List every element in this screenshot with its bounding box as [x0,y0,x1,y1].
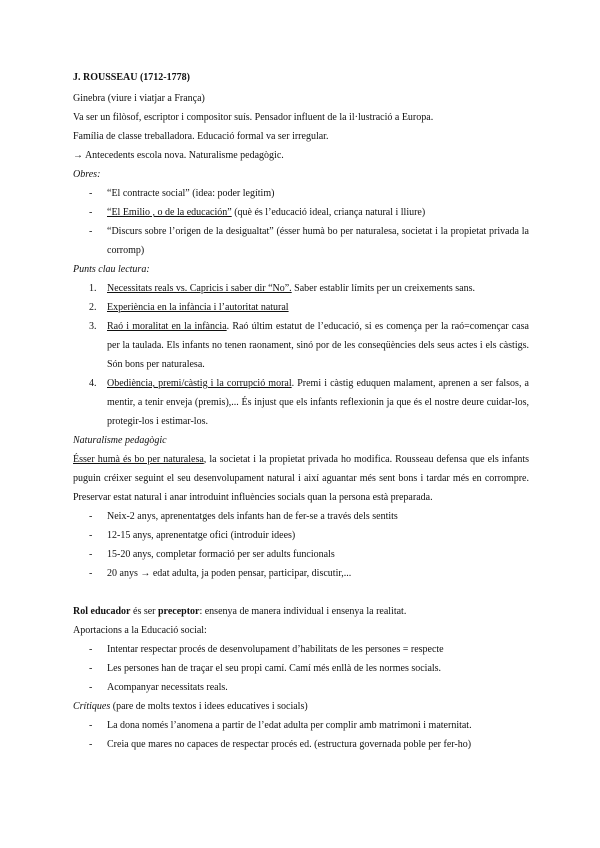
point-title: Experiència en la infància i l’autoritat natural [107,302,289,313]
list-item: 2. Experiència en la infància i l’autoritat natural [89,302,289,313]
punts-list [73,279,529,431]
list-item: - Acompanyar necessitats reals. [89,682,228,693]
list-item: - 12-15 anys, aprenentatge ofici (introduir idees) [89,530,296,541]
list-item: - “Discurs sobre l’origen de la desigualtat” (ésser humà bo per naturalesa, societat i la propietat privada la corromp) [89,226,529,256]
obres-list [73,184,529,260]
punts-heading: Punts clau lectura: [73,264,150,275]
critiques-heading: Crítiques (pare de molts textos i idees educatives i socials) [73,701,308,712]
list-item: 4. Obediència, premi/càstig i la corrupció moral. Premi i càstig eduquen malament, aprenen a ser falsos, a mentir, a tenir enveja (premis),... És injust que els infants reflexionin ja que és el nostre deure cuidar-los, protegir-los i estimar-los. [89,378,529,427]
point-title: Necessitats reals vs. Capricis i saber dir “No”. [107,283,292,294]
document-page [73,68,529,754]
aportacions-heading: Aportacions a la Educació social: [73,625,207,636]
list-item: 3. Raó i moralitat en la infància. Raó últim estatut de l’educació, si es comença per la raó=començar casa per la taulada. Els infants no tenen raonament, sinó por de les conseqüències dels seus actes i els càstigs. Són bons per naturalesa. [89,321,529,370]
work-title: “El Emilio , o de la educación” [107,207,232,218]
spacer [73,583,529,602]
list-item: - Les persones han de traçar el seu propi camí. Camí més enllà de les normes socials. [89,663,442,674]
intro-line-3: Família de classe treballadora. Educació formal va ser irregular. [73,131,329,142]
stages-list [73,507,529,583]
point-title: Obediència, premi/càstig i la corrupció moral [107,378,292,389]
list-item: - La dona només l’anomena a partir de l’edat adulta per complir amb matrimoni i maternitat. [89,720,472,731]
list-item: - 15-20 anys, completar formació per ser adults funcionals [89,549,335,560]
intro-line-2: Va ser un filòsof, escriptor i compositor suís. Pensador influent de la il·lustració a Europa. [73,112,434,123]
critiques-list [73,716,529,754]
intro-line-4: → Antecedents escola nova. Naturalisme pedagògic. [73,150,284,161]
naturalisme-heading: Naturalisme pedagògic [73,435,167,446]
rol-educador-line: Rol educador és ser preceptor: ensenya de manera individual i ensenya la realitat. [73,606,407,617]
list-item: - Creia que mares no capaces de respectar procés ed. (estructura governada poble per fer-ho) [89,739,472,750]
intro-line-1: Ginebra (viure i viatjar a França) [73,93,205,104]
point-title: Raó i moralitat en la infància [107,321,227,332]
list-item: - Neix-2 anys, aprenentatges dels infants han de fer-se a través dels sentits [89,511,398,522]
work-title: “El contracte social” [107,188,190,199]
list-item: - Intentar respectar procés de desenvolupament d’habilitats de les persones = respecte [89,644,444,655]
obres-heading: Obres: [73,169,101,180]
aportacions-list [73,640,529,697]
list-item: - “El contracte social” (idea: poder legítim) [89,188,275,199]
work-title: “Discurs sobre l’origen de la desigualtat” [107,226,274,237]
list-item: - “El Emilio , o de la educación” (què és l’educació ideal, criança natural i lliure) [89,207,426,218]
naturalisme-paragraph: Ésser humà és bo per naturalesa, la societat i la propietat privada ho modifica. Rousseau defensa que els infants puguin créixer seguint el seu desenvolupament natural i així aguantar més sent bons i tardar més en corrompre. Preservar estat natural i anar introduint influències socials quan la persona està preparada. [73,454,529,503]
page-title: J. ROUSSEAU (1712-1778) [73,72,190,83]
list-item: 1. Necessitats reals vs. Capricis i saber dir “No”. Saber establir límits per un creixements sans. [89,283,475,294]
list-item: - 20 anys → edat adulta, ja poden pensar, participar, discutir,... [89,568,352,579]
